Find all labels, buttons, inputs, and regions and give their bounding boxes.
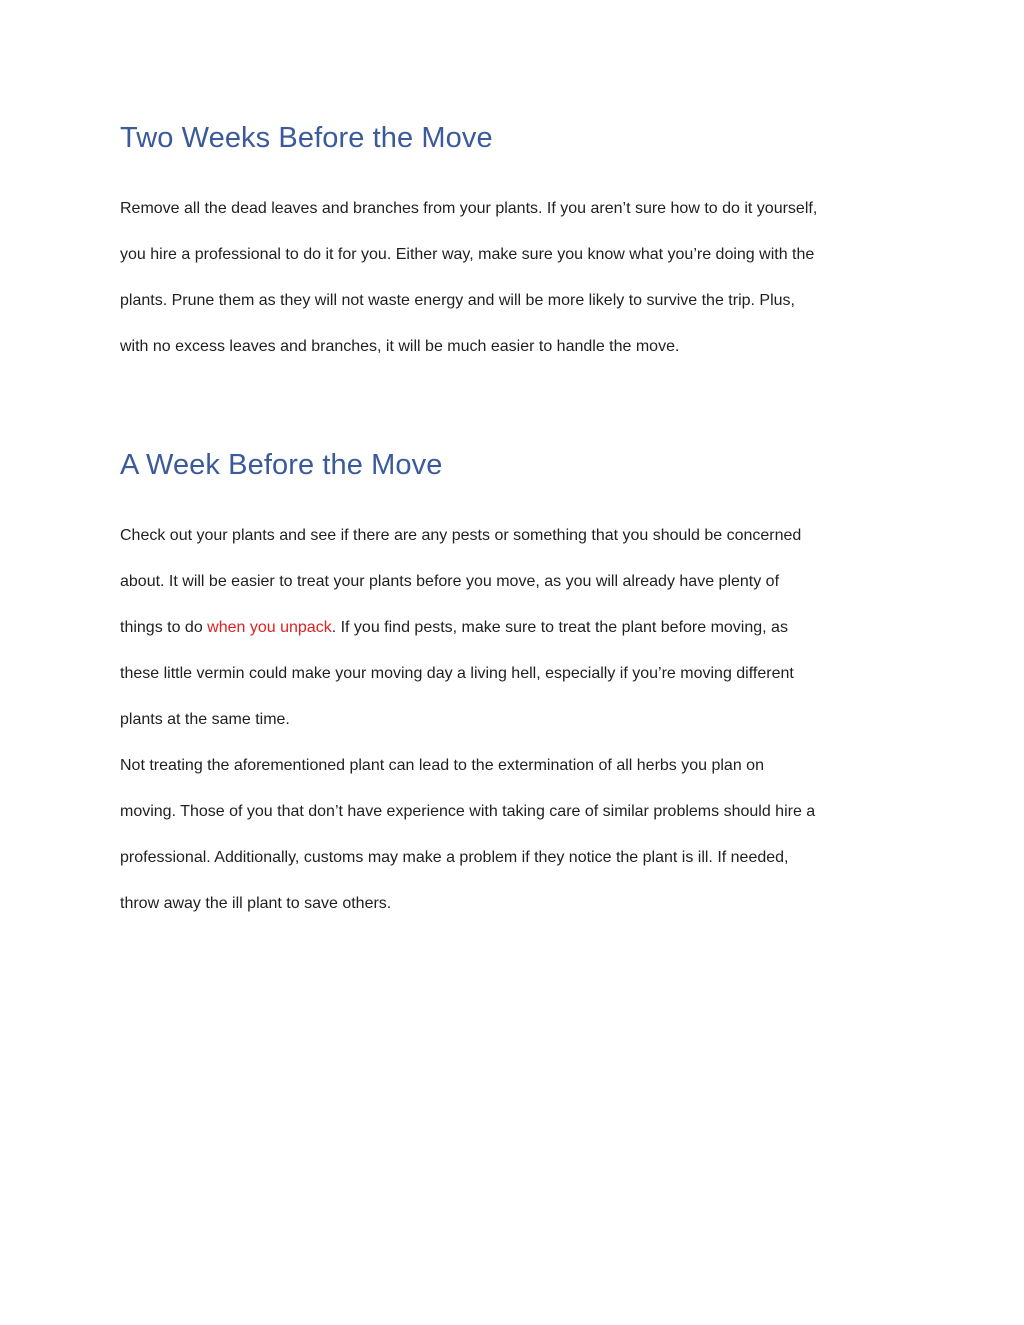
section-heading-one-week: A Week Before the Move [120, 449, 443, 481]
paragraph-line: about. It will be easier to treat your plants before you move, as you will already have plenty of [120, 573, 780, 590]
paragraph-line: plants. Prune them as they will not waste energy and will be more likely to survive the trip. Plus, [120, 292, 795, 309]
paragraph-line: Remove all the dead leaves and branches from your plants. If you aren’t sure how to do it yourself, [120, 200, 818, 217]
paragraph-line: moving. Those of you that don’t have experience with taking care of similar problems should hire a [120, 803, 816, 820]
paragraph-line: with no excess leaves and branches, it will be much easier to handle the move. [120, 338, 680, 355]
link-line-before: things to do [120, 619, 208, 636]
section-heading-two-weeks: Two Weeks Before the Move [120, 122, 493, 154]
paragraph-line: plants at the same time. [120, 711, 290, 728]
paragraph-line: Check out your plants and see if there are any pests or something that you should be concerned [120, 527, 802, 544]
paragraph-line-with-link [120, 618, 788, 638]
paragraph-line: these little vermin could make your moving day a living hell, especially if you’re moving different [120, 665, 794, 682]
when-you-unpack-link[interactable]: when you unpack [207, 619, 332, 636]
link-line-after: . If you find pests, make sure to treat the plant before moving, as [331, 619, 788, 636]
paragraph-line: throw away the ill plant to save others. [120, 895, 392, 912]
paragraph-line: Not treating the aforementioned plant can lead to the extermination of all herbs you plan on [120, 757, 764, 774]
paragraph-line: professional. Additionally, customs may make a problem if they notice the plant is ill. If needed, [120, 849, 789, 866]
paragraph-line: you hire a professional to do it for you. Either way, make sure you know what you’re doing with the [120, 246, 815, 263]
